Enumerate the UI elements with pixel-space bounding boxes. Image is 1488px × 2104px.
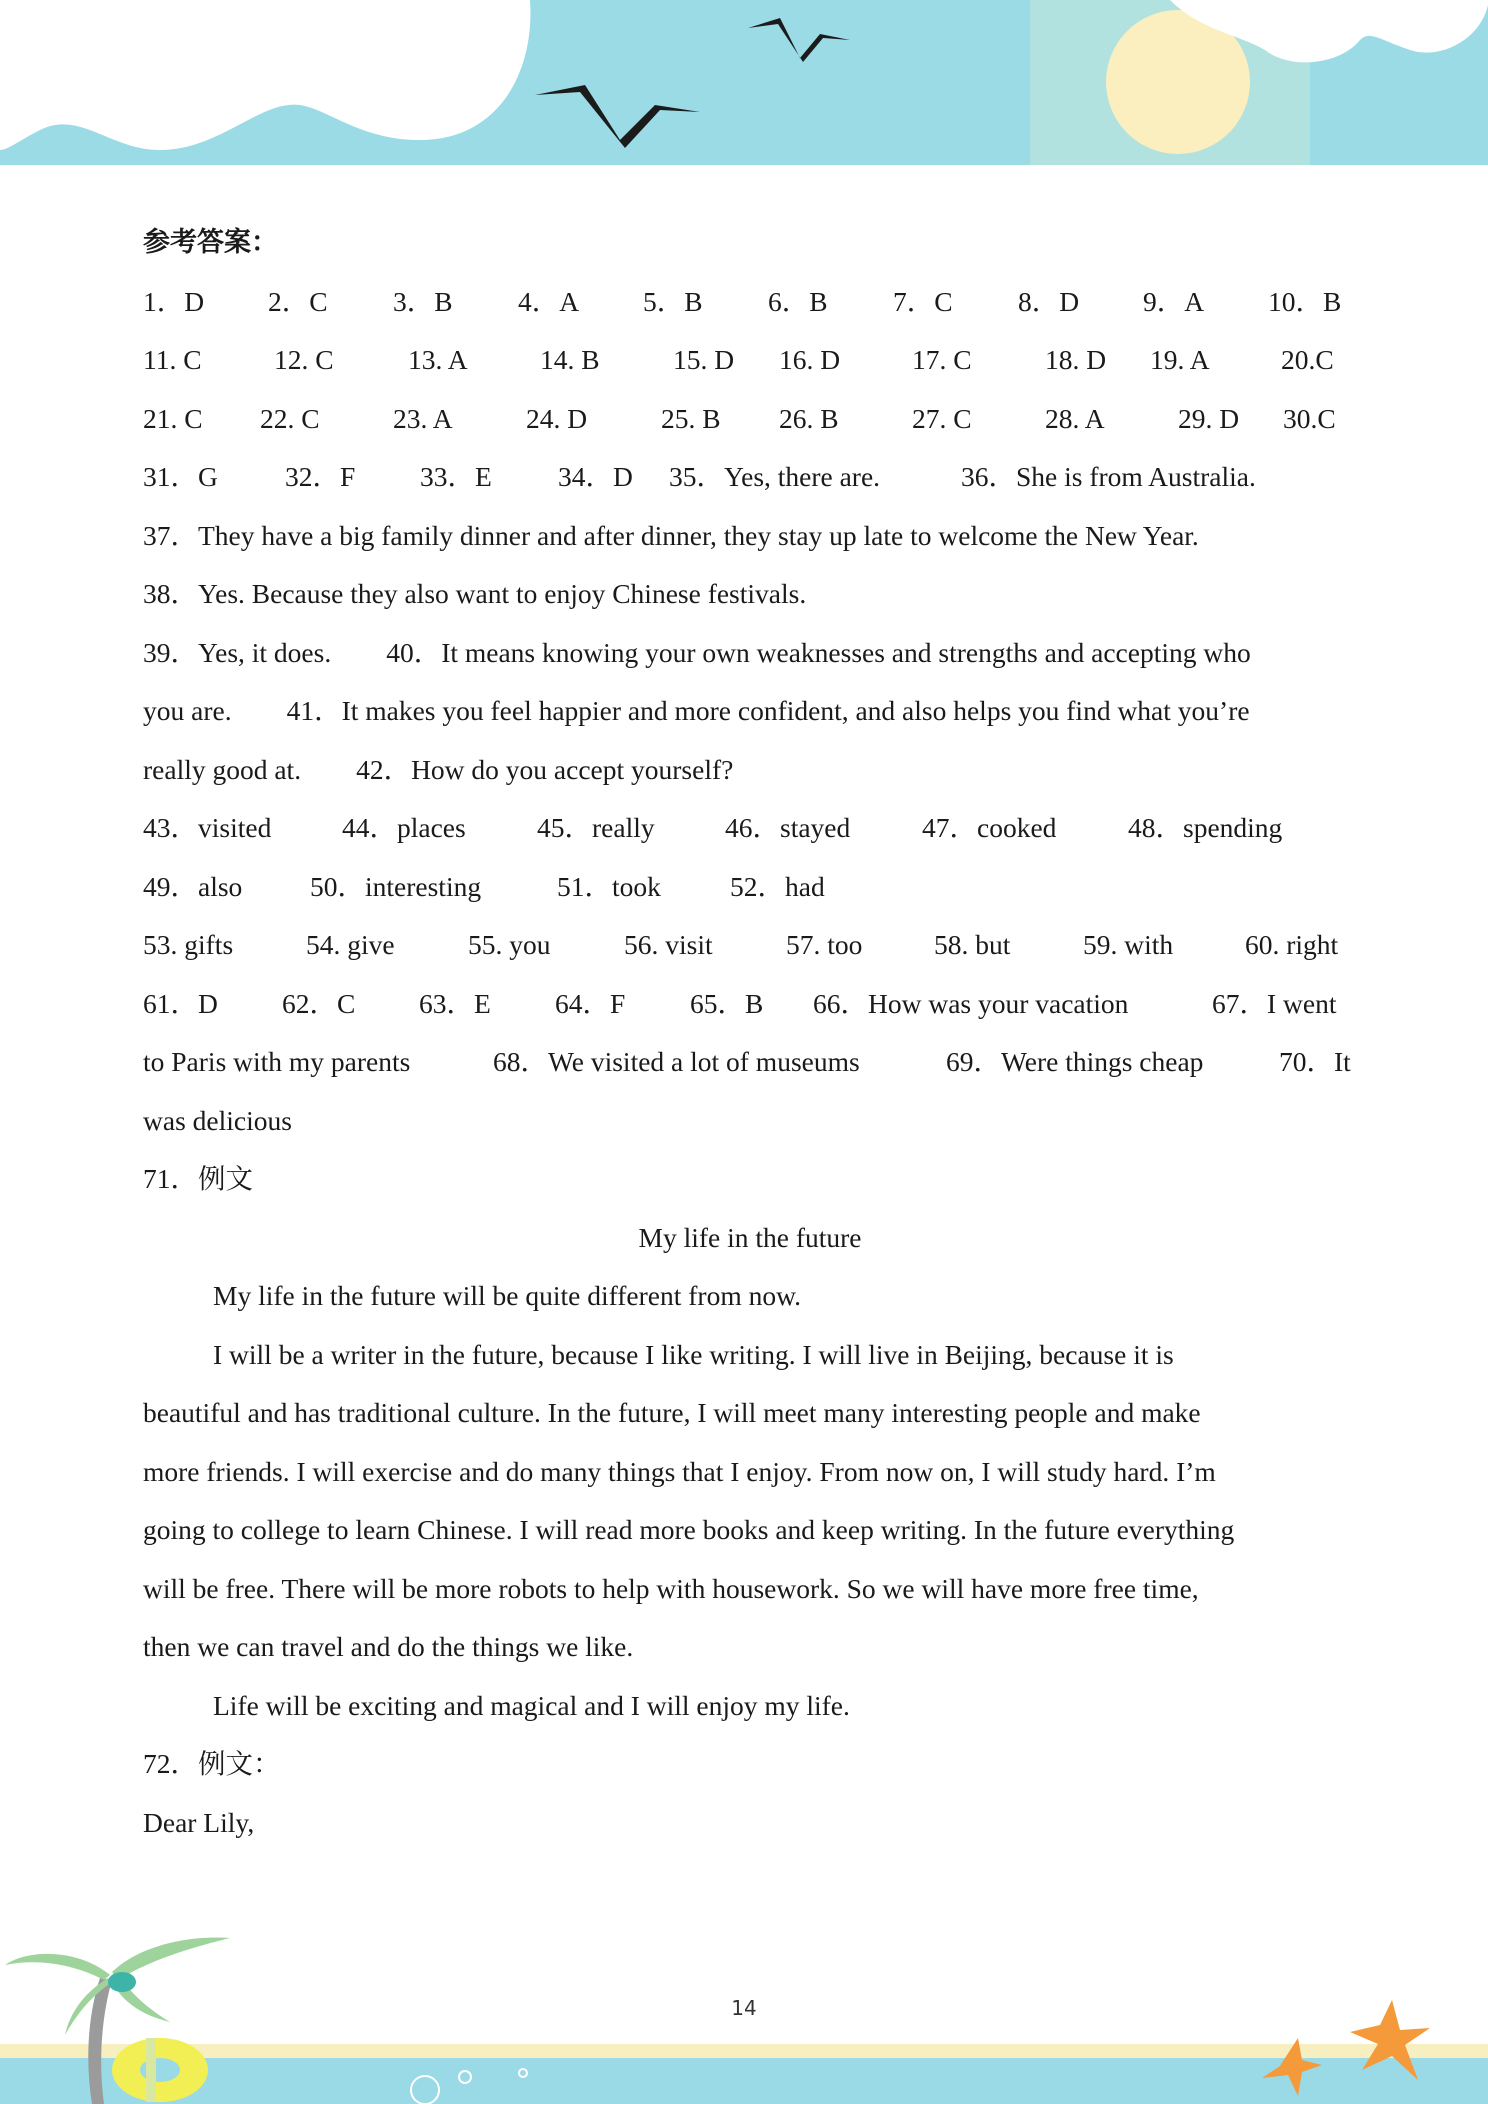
answer-row-61-continued (143, 1033, 1357, 1092)
answer-item: 58. but (934, 929, 1011, 960)
answer-line-39: 39．Yes, it does. 40．It means knowing your own weaknesses and strengths and accepting who (143, 636, 1251, 668)
answer-item: 64．F (555, 987, 626, 1019)
answer-item: 7．C (893, 285, 953, 317)
answer-item: 21. C (143, 402, 203, 434)
essay-paragraph-2-line: beautiful and has traditional culture. In the future, I will meet many interesting people and make (143, 1397, 1201, 1428)
answer-item: to Paris with my parents (143, 1046, 411, 1077)
essay-title: My life in the future (638, 1221, 862, 1253)
answer-item: 55. you (468, 929, 551, 960)
answer-item: 17. C (912, 344, 972, 375)
essay-paragraph-1: My life in the future will be quite different from now. (213, 1280, 802, 1311)
answer-item: 20.C (1281, 344, 1334, 375)
answer-item: 45．really (537, 812, 655, 843)
answer-item: 8．D (1018, 285, 1080, 317)
answer-item: 50．interesting (310, 870, 482, 902)
answer-row-61 (143, 975, 1357, 1034)
essay-paragraph-2-line: I will be a writer in the future, because I like writing. I will live in Beijing, because it is (213, 1338, 1174, 1370)
answer-item: 36．She is from Australia. (961, 461, 1256, 492)
page-number: 14 (731, 1996, 757, 2020)
answer-item: 43．visited (143, 812, 272, 843)
answer-row-49 (143, 858, 1357, 917)
answer-item: 27. C (912, 402, 972, 434)
answer-item: 53. gifts (143, 929, 234, 960)
answer-item: 11. C (143, 344, 202, 375)
answer-item: 16. D (779, 344, 841, 375)
answer-item: 69．Were things cheap (946, 1046, 1204, 1077)
answer-item: 51．took (557, 870, 661, 902)
answer-item: 61．D (143, 987, 218, 1019)
answer-item: 54. give (306, 929, 395, 960)
answer-item: 59. with (1083, 929, 1174, 960)
answer-line-41: really good at. 42．How do you accept yourself? (143, 753, 734, 785)
essay-paragraph-2-line: going to college to learn Chinese. I will read more books and keep writing. In the future everything (143, 1514, 1235, 1545)
mc-row-2 (143, 331, 1357, 390)
answer-item: 26. B (779, 402, 839, 434)
answer-item: 67．I went (1212, 987, 1337, 1019)
answer-row-31 (143, 448, 1357, 507)
answer-item: 34．D (558, 461, 633, 492)
answer-item: 13. A (408, 344, 468, 375)
answer-item: 31．G (143, 461, 218, 492)
answer-item: 18. D (1045, 344, 1107, 375)
answer-item: 19. A (1150, 344, 1210, 375)
answer-item: 49．also (143, 870, 243, 902)
answer-row-43 (143, 799, 1357, 858)
answer-item: 68．We visited a lot of museums (493, 1046, 860, 1077)
answer-line-37: 37．They have a big family dinner and after dinner, they stay up late to welcome the New Year. (143, 519, 1199, 551)
answer-item: 35．Yes, there are. (669, 461, 881, 492)
answer-item: 9．A (1143, 285, 1205, 317)
essay-paragraph-3: Life will be exciting and magical and I will enjoy my life. (213, 1689, 850, 1721)
question-71-label: 71．例文 (143, 1163, 253, 1194)
coconut-icon (108, 1972, 136, 1992)
swim-ring-icon (112, 2038, 208, 2102)
answer-item: 57. too (786, 929, 863, 960)
essay-paragraph-2-line: then we can travel and do the things we like. (143, 1631, 634, 1662)
answer-item: 30.C (1283, 402, 1336, 434)
mc-row-3 (143, 390, 1357, 449)
answer-line-40: you are. 41．It makes you feel happier and more confident, and also helps you find what you’re (143, 695, 1250, 726)
header-sky-banner (0, 0, 1488, 170)
answer-item: 6．B (768, 285, 828, 317)
answer-item: 44．places (342, 812, 466, 843)
answer-item: 62．C (282, 987, 356, 1019)
answer-item: 1．D (143, 285, 205, 317)
answer-item: 2．C (268, 285, 328, 317)
answer-item: 47．cooked (922, 812, 1057, 843)
answer-item: 24. D (526, 402, 588, 434)
essay-paragraph-2-line: more friends. I will exercise and do many things that I enjoy. From now on, I will study hard. I’m (143, 1455, 1216, 1487)
answer-item: 4．A (518, 285, 580, 317)
answer-item: 5．B (643, 285, 703, 317)
answer-item: 66．How was your vacation (813, 987, 1129, 1019)
answer-item: 70．It (1279, 1046, 1351, 1077)
answer-item: 3．B (393, 285, 453, 317)
letter-greeting: Dear Lily, (143, 1806, 255, 1838)
answer-item: 32．F (285, 461, 356, 492)
answer-item: 60. right (1245, 929, 1339, 960)
answer-row-53 (143, 916, 1357, 975)
answer-item: 15. D (673, 344, 735, 375)
answer-item: 52．had (730, 870, 825, 902)
answer-item: 10．B (1268, 285, 1342, 317)
answer-item: 33．E (420, 461, 492, 492)
question-72-label: 72．例文： (143, 1748, 281, 1779)
answer-item: 48．spending (1128, 812, 1283, 843)
answer-item: 65．B (690, 987, 764, 1019)
answer-item: 23. A (393, 402, 453, 434)
answer-line-was-delicious: was delicious (143, 1104, 292, 1136)
answer-item: 46．stayed (725, 812, 851, 843)
answer-item: 12. C (274, 344, 334, 375)
answer-item: 28. A (1045, 402, 1105, 434)
answers-heading: 参考答案： (143, 227, 278, 258)
answer-content (143, 214, 1357, 1852)
answer-item: 14. B (540, 344, 600, 375)
answer-item: 22. C (260, 402, 320, 434)
essay-paragraph-2-line: will be free. There will be more robots to help with housework. So we will have more free time, (143, 1572, 1199, 1604)
answer-item: 56. visit (624, 929, 713, 960)
answer-item: 29. D (1178, 402, 1240, 434)
answer-line-38: 38．Yes. Because they also want to enjoy Chinese festivals. (143, 578, 807, 609)
answer-item: 25. B (661, 402, 721, 434)
footer-beach-banner (0, 1920, 1488, 2104)
mc-row-1 (143, 273, 1357, 332)
answer-item: 63．E (419, 987, 491, 1019)
